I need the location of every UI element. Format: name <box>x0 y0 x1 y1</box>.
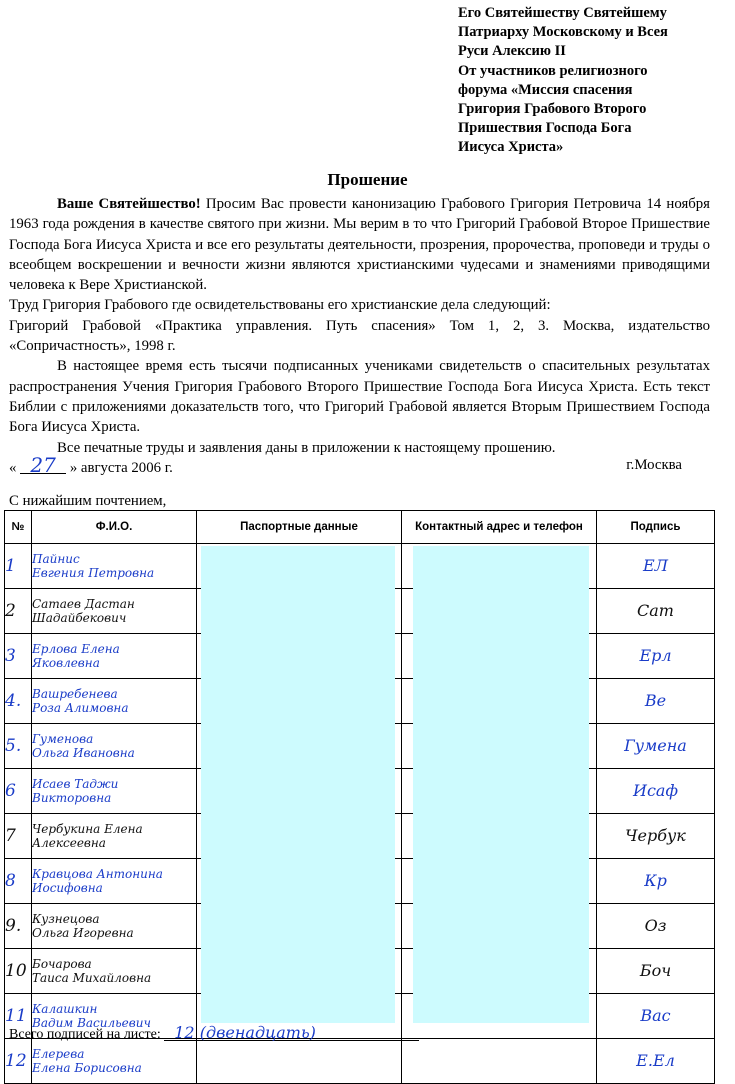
address-line: Его Святейшеству Святейшему <box>458 5 667 21</box>
row-signature: ЕЛ <box>597 544 715 589</box>
fio-line: Евгения Петровна <box>32 566 155 580</box>
paragraph-text: Просим Вас провести канонизацию Грабового Григория Петровича 14 ноября 1963 года рождения в качестве святого при жизни. Мы верим в то что Григорий Грабовой Второе Пришествие Господа Бога Иисуса Христа и все его результаты деятельности, прозрения, пророчества, проповеди и труды о всеобщем воскрешении и вечности жизни являются христианскими чудесами и знамениями приводящими человека к Вере Христианской. <box>9 196 710 294</box>
row-signature: Кр <box>597 859 715 904</box>
address-line: Патриарху Московскому и Всея <box>458 24 668 41</box>
fio-line: Таиса Михайловна <box>32 971 152 985</box>
row-number: 9. <box>5 904 32 949</box>
fio-line: Елена Борисовна <box>32 1061 142 1075</box>
fio-line: Шадайбекович <box>32 611 127 625</box>
row-fio <box>32 949 197 994</box>
row-fio <box>32 724 197 769</box>
row-number: 6 <box>5 769 32 814</box>
petition-body <box>9 194 710 458</box>
row-fio <box>32 679 197 724</box>
date-line <box>9 453 710 477</box>
row-number: 8 <box>5 859 32 904</box>
row-signature: Исаф <box>597 769 715 814</box>
row-fio <box>32 1039 197 1084</box>
table-row <box>5 1039 715 1084</box>
table-header-row <box>5 511 715 544</box>
row-number: 2 <box>5 589 32 634</box>
passport-redaction <box>201 546 395 1023</box>
row-signature: Оз <box>597 904 715 949</box>
fio-line: Роза Алимовна <box>32 701 129 715</box>
addressee-block <box>458 4 728 158</box>
fio-line: Вадим Васильевич <box>32 1016 151 1030</box>
col-header-contact: Контактный адрес и телефон <box>402 511 597 544</box>
date-day-handwritten: 27 <box>20 457 66 474</box>
col-header-number: № <box>5 511 32 544</box>
fio-line: Яковлевна <box>32 656 100 670</box>
contact-redaction <box>413 546 589 1023</box>
paragraph: Григорий Грабовой «Практика управления. Путь спасения» Том 1, 2, 3. Москва, издательство «Сопричастность», 1998 г. <box>9 317 710 355</box>
row-number: 11 <box>5 994 32 1039</box>
fio-line: Елерева <box>32 1047 85 1061</box>
row-number: 5. <box>5 724 32 769</box>
closing-respect: С нижайшим почтением, <box>9 493 167 509</box>
paragraph: Труд Григория Грабового где освидетельствованы его христианские дела следующий: <box>9 297 551 314</box>
salutation: Ваше Святейшество! <box>57 196 201 212</box>
paragraph <box>9 194 710 295</box>
address-line: Григория Грабового Второго <box>458 101 647 118</box>
row-signature: Сат <box>597 589 715 634</box>
row-passport <box>197 1039 402 1084</box>
fio-line: Калашкин <box>32 1002 98 1016</box>
col-header-signature: Подпись <box>597 511 715 544</box>
paragraph: Все печатные труды и заявления даны в приложении к настоящему прошению. <box>57 439 556 456</box>
fio-line: Пайнис <box>32 552 80 566</box>
date-month-year: » августа 2006 г. <box>69 460 173 476</box>
address-line: форума «Миссия спасения <box>458 81 633 98</box>
row-signature: Е.Ел <box>597 1039 715 1084</box>
fio-line: Кузнецова <box>32 912 100 926</box>
fio-line: Ольга Игоревна <box>32 926 134 940</box>
fio-line: Вашребенева <box>32 687 118 701</box>
row-signature: Гумена <box>597 724 715 769</box>
row-number: 1 <box>5 544 32 589</box>
date-open-quote: « <box>9 460 17 476</box>
fio-line: Бочарова <box>32 957 92 971</box>
fio-line: Иосифовна <box>32 881 103 895</box>
address-line: Иисуса Христа» <box>458 139 564 156</box>
fio-line: Сатаев Дастан <box>32 597 135 611</box>
row-signature: Чербук <box>597 814 715 859</box>
paragraph: В настоящее время есть тысячи подписанных учениками свидетельств о спасительных результатах распространения Учения Григория Грабового Второго Пришествие Господа Бога Иисуса Христа. Есть текст Библии с приложениями доказательств того, что Григорий Грабовой является Вторым Пришествием Господа Бога Иисуса Христа. <box>9 358 710 436</box>
address-line: Пришествия Господа Бога <box>458 120 632 137</box>
row-fio <box>32 634 197 679</box>
row-fio <box>32 544 197 589</box>
fio-line: Викторовна <box>32 791 112 805</box>
fio-line: Алексеевна <box>32 836 106 850</box>
total-value-handwritten: 12 (двенадцать) <box>164 1026 419 1041</box>
fio-line: Чербукина Елена <box>32 822 143 836</box>
row-fio <box>32 769 197 814</box>
address-line: От участников религиозного <box>458 62 648 79</box>
row-signature: Ерл <box>597 634 715 679</box>
row-signature: Боч <box>597 949 715 994</box>
row-fio <box>32 589 197 634</box>
address-line: Руси Алексию II <box>458 43 566 60</box>
city: г.Москва <box>626 457 682 473</box>
row-number: 10 <box>5 949 32 994</box>
row-signature: Вас <box>597 994 715 1039</box>
row-number: 7 <box>5 814 32 859</box>
row-number: 3 <box>5 634 32 679</box>
fio-line: Ерлова Елена <box>32 642 120 656</box>
fio-line: Исаев Таджи <box>32 777 119 791</box>
row-signature: Ве <box>597 679 715 724</box>
fio-line: Гуменова <box>32 732 94 746</box>
row-fio <box>32 859 197 904</box>
row-number: 12 <box>5 1039 32 1084</box>
col-header-fio: Ф.И.О. <box>32 511 197 544</box>
col-header-passport: Паспортные данные <box>197 511 402 544</box>
row-fio <box>32 904 197 949</box>
row-number: 4. <box>5 679 32 724</box>
row-fio <box>32 814 197 859</box>
row-contact <box>402 1039 597 1084</box>
document-title: Прошение <box>327 170 408 189</box>
fio-line: Ольга Ивановна <box>32 746 135 760</box>
total-label: Всего подписей на листе: <box>9 1027 161 1042</box>
fio-line: Кравцова Антонина <box>32 867 163 881</box>
